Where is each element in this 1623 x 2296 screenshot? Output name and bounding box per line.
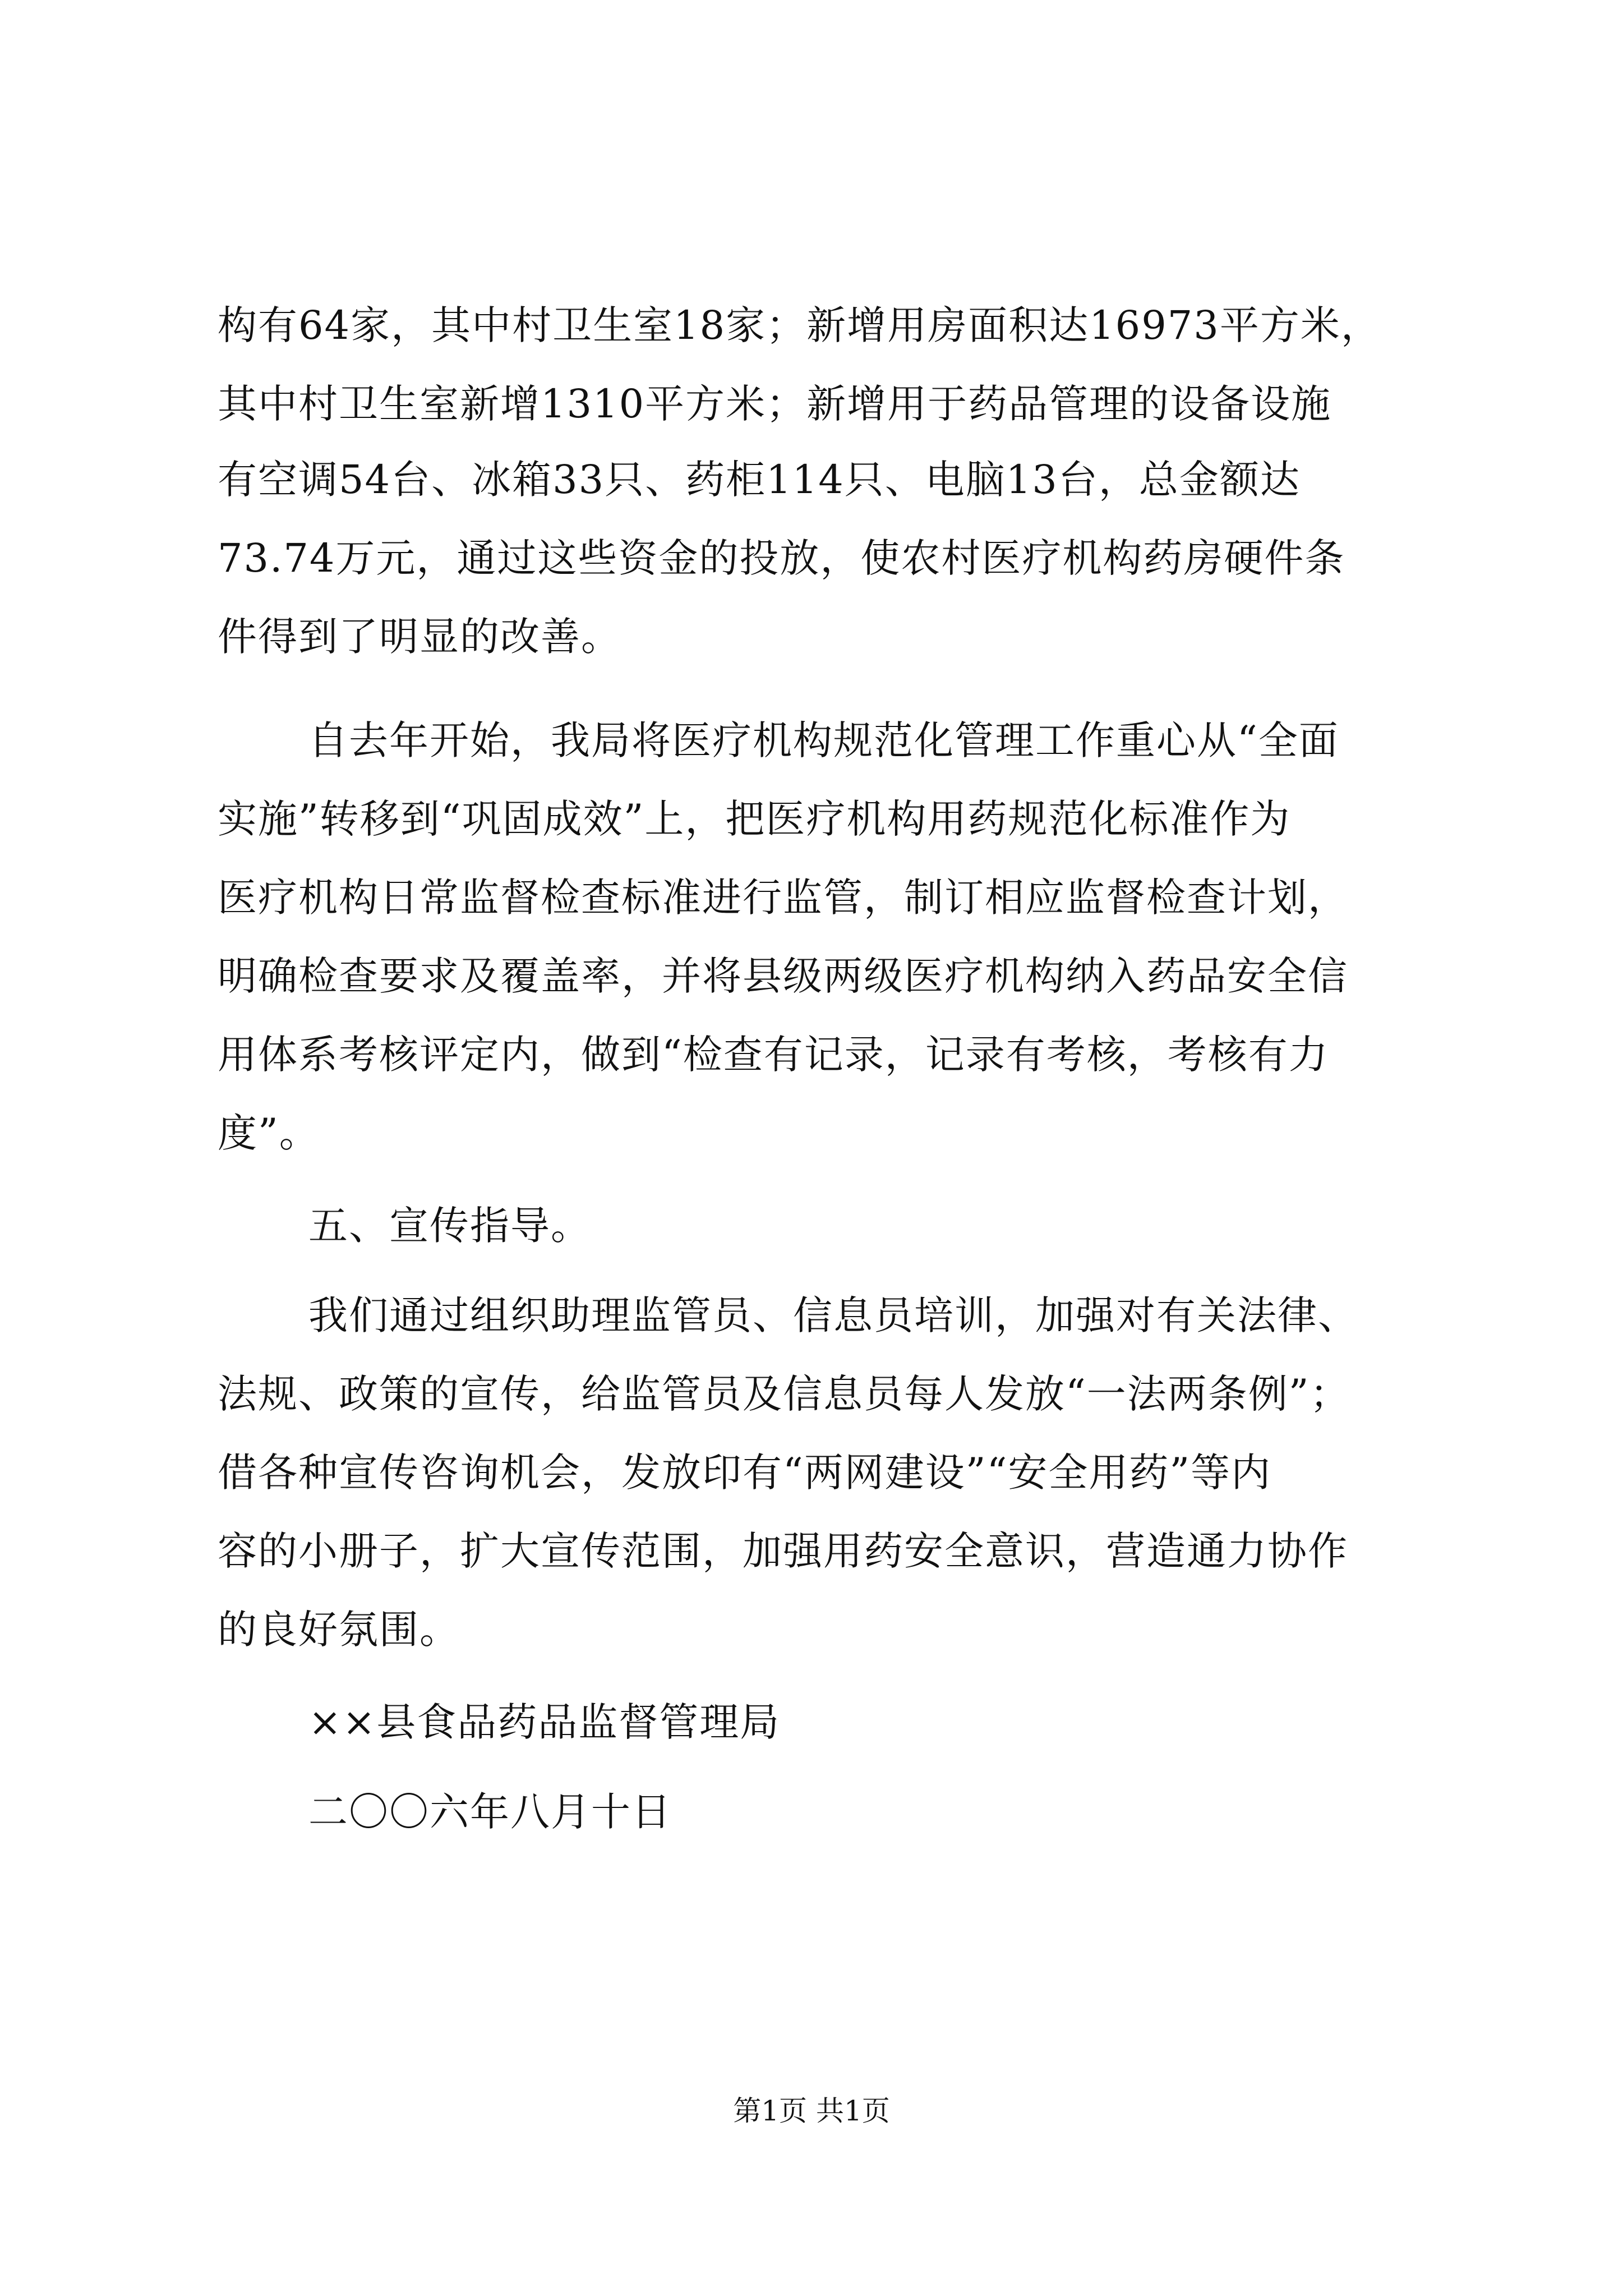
paragraph-3-line-2: 法规、政策的宣传，给监管员及信息员每人发放“一法两条例”； <box>218 1371 1350 1417</box>
text-line-4: 73.74万元，通过这些资金的投放，使农村医疗机构药房硬件条 <box>218 535 1345 581</box>
paragraph-2-line-3: 医疗机构日常监督检查标准进行监管，制订相应监督检查计划， <box>218 875 1348 921</box>
paragraph-2-line-6: 度”。 <box>218 1110 320 1156</box>
signature-organization: ××县食品药品监督管理局 <box>308 1699 781 1745</box>
signature-date: 二〇〇六年八月十日 <box>308 1789 672 1835</box>
paragraph-2-line-1: 自去年开始，我局将医疗机构规范化管理工作重心从“全面 <box>308 717 1339 763</box>
text-line-1: 构有64家，其中村卫生室18家；新增用房面积达16973平方米， <box>218 302 1381 348</box>
section-heading: 五、宣传指导。 <box>308 1203 591 1249</box>
paragraph-3-line-1: 我们通过组织助理监管员、信息员培训，加强对有关法律、 <box>308 1292 1358 1338</box>
paragraph-3-line-3: 借各种宣传咨询机会，发放印有“两网建设”“安全用药”等内 <box>218 1450 1272 1496</box>
text-line-5: 件得到了明显的改善。 <box>218 614 621 660</box>
paragraph-3-line-4: 容的小册子，扩大宣传范围，加强用药安全意识，营造通力协作 <box>218 1528 1348 1574</box>
paragraph-3-line-5: 的良好氛围。 <box>218 1607 460 1653</box>
page-footer: 第1页 共1页 <box>733 2095 890 2127</box>
paragraph-2-line-4: 明确检查要求及覆盖率，并将县级两级医疗机构纳入药品安全信 <box>218 953 1348 999</box>
text-line-2: 其中村卫生室新增1310平方米；新增用于药品管理的设备设施 <box>218 381 1332 427</box>
paragraph-2-line-2: 实施”转移到“巩固成效”上，把医疗机构用药规范化标准作为 <box>218 796 1291 842</box>
paragraph-2-line-5: 用体系考核评定内，做到“检查有记录，记录有考核，考核有力 <box>218 1032 1329 1078</box>
text-line-3: 有空调54台、冰箱33只、药柜114只、电脑13台，总金额达 <box>218 457 1301 503</box>
